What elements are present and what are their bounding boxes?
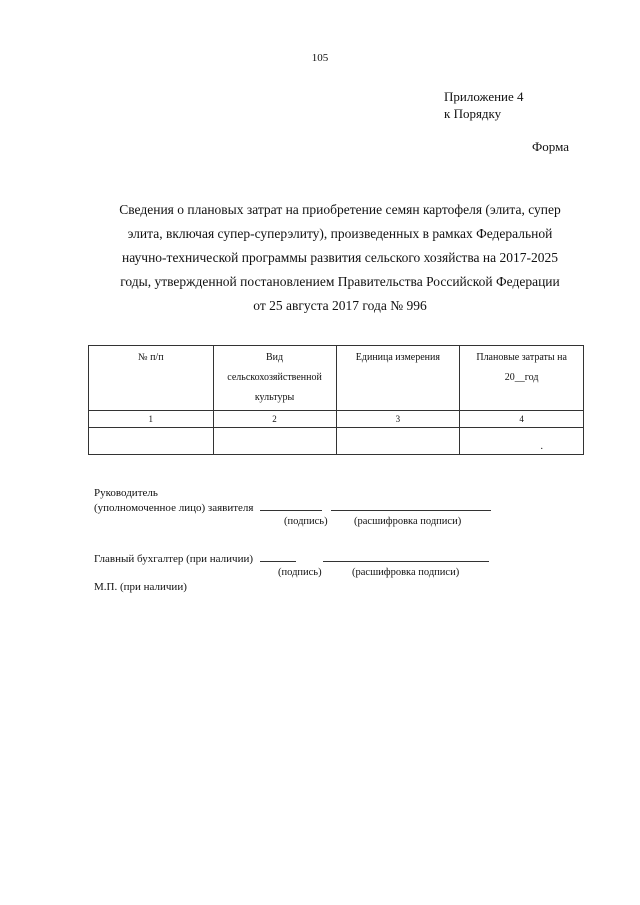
page-number: 105 [311,52,329,64]
title-line-2: элита, включая супер-суперэлиту), произведенных в рамках Федеральной [127,226,553,241]
title-line-1: Сведения о плановых затрат на приобретение семян картофеля (элита, супер [119,202,561,217]
head-signature-caption: (подпись) [284,516,328,527]
costs-table [88,345,584,455]
accountant-decoding-line [323,551,489,562]
header-planned-costs [460,346,584,411]
col-number-2: 2 [213,411,336,428]
accountant-label: Главный бухгалтер (при наличии) [94,553,254,565]
col-number-3: 3 [336,411,460,428]
accountant-line [94,551,491,566]
form-label: Форма [532,139,569,154]
header-costs-line-2: 20__год [504,372,539,383]
table-row [89,411,584,428]
accountant-signature-caption: (подпись) [278,567,322,578]
accountant-captions [94,566,491,580]
appendix-reference [444,88,524,122]
head-captions [94,515,491,529]
document-title [88,198,592,318]
empty-cell [336,428,460,455]
head-decoding-line [331,500,491,511]
header-row-number: № п/п [89,346,214,411]
empty-cell [213,428,336,455]
title-line-4: годы, утвержденной постановлением Правительства Российской Федерации [120,274,560,289]
empty-cell [460,428,584,455]
head-label: (уполномоченное лицо) заявителя [94,502,254,514]
signature-block [94,486,491,594]
empty-row-mark: . [540,441,543,452]
title-line-5: от 25 августа 2017 года № 996 [253,298,427,313]
header-unit: Единица измерения [336,346,460,411]
table-header-row [89,346,584,411]
appendix-line-2: к Порядку [444,106,502,121]
table-row [89,428,584,455]
header-crop-line-1: Вид [266,352,284,363]
header-crop-line-2: сельскохозяйственной [227,372,322,383]
seal-label: М.П. (при наличии) [94,581,187,593]
accountant-decoding-caption: (расшифровка подписи) [352,567,460,578]
col-number-4: 4 [460,411,584,428]
empty-cell [89,428,214,455]
accountant-signature-line [260,551,296,562]
header-costs-line-1: Плановые затраты на [476,352,567,363]
head-label-line-1: Руководитель [94,487,158,499]
title-line-3: научно-технической программы развития сельского хозяйства на 2017-2025 [122,250,558,265]
head-decoding-caption: (расшифровка подписи) [354,516,462,527]
col-number-1: 1 [89,411,214,428]
header-crop-line-3: культуры [254,392,295,403]
head-label-line-2 [94,500,491,515]
appendix-line-1: Приложение 4 [444,89,524,104]
header-crop-type [213,346,336,411]
head-signature-line [260,500,322,511]
